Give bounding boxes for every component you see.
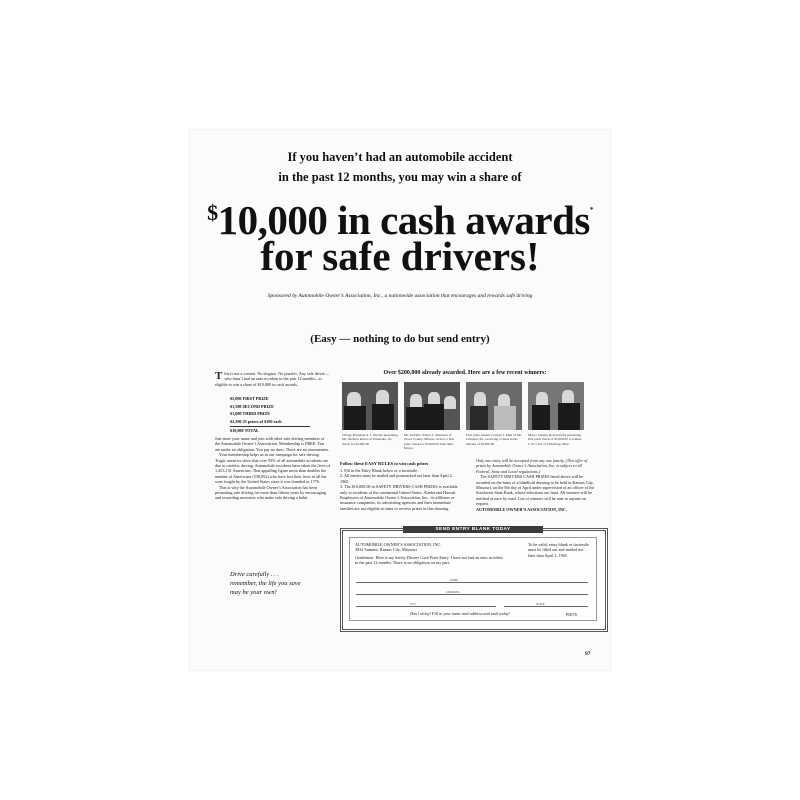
coupon-to1: AUTOMOBILE OWNER’S ASSOCIATION, INC. — [355, 542, 442, 547]
right-p2: The SAFETY DRIVERS CASH PRIZES listed above will be awarded on the basis of a blindfold drawing to be held in Kansas City, Missouri, on the 9th day of April under supervision of an officer of the Southwest State Bank, whose selections are final. All winners will be notified at once by mail. List of winners will be sent to anyone on request. — [476, 474, 595, 507]
intro-text: his is not a contest. No slogans. No puzzles. Any safe driver—who hasn’t had an auto accident in the past 12 months—is eligible to win a share of $10,000 in cash awards. — [215, 371, 330, 387]
winner-photo-3 — [466, 382, 522, 430]
drop-cap: T — [215, 370, 223, 382]
prize-total: $10,000 TOTAL — [230, 426, 310, 435]
coupon-to2: 3832 Summit, Kansas City, Missouri — [355, 547, 417, 553]
state-label: STATE — [536, 602, 545, 606]
coupon-form — [349, 537, 597, 621]
state-field[interactable] — [504, 606, 588, 607]
rule-2: 2. All entries must be mailed and postmarked not later than April 2, 1965. — [340, 473, 453, 484]
caption-3: First prize winner Carolyn J. Muir of Mt. Lebanon, Pa., receiving a check in the amount of $5,000.00 — [466, 433, 522, 446]
drive-line1: Drive carefully . . . — [230, 571, 280, 578]
coupon-footer: Don’t delay! Fill in your name and address and mail today! — [410, 611, 510, 616]
right-p1: Only one entry will be accepted from any one family. (This offer of prizes by Automobile Owner’s Association, Inc. is subject to all Federal, State and Local regulations.) — [476, 458, 588, 474]
body-p3: This is why the Automobile Owner’s Association has been promoting safe driving for more than fifteen years by encouraging and rewarding motorists who make safe driving a habit. — [215, 484, 327, 501]
coupon-address — [355, 542, 505, 566]
headline-line2: in the past 12 months, you may win a share of — [278, 170, 522, 184]
caption-4: Mayor Stanley Rowan (left) presenting first prize check of $5,000.00 to winner J. W. Card of Vicksburg, Miss. — [528, 433, 582, 446]
first-prize: $5,000 FIRST PRIZE — [230, 396, 269, 401]
headline-line1: If you haven’t had an automobile accident — [287, 150, 513, 164]
prize-list — [230, 395, 310, 435]
winner-photo-1 — [342, 382, 398, 430]
caption-2: Mr. and Mrs. Elbert L. Muldoon of Wood County, Illinois, receive a first prize check for $5,000.00 from their Mayor. — [404, 433, 455, 451]
winners-title: Over $200,000 already awarded. Here are a few recent winners: — [383, 370, 547, 376]
caption-1: Village President A. J. Devine presenting Mr. Sheldon Rivers of Winnetka, Ill., check for $5,000.00 — [342, 433, 398, 446]
name-label: NAME — [450, 578, 459, 582]
headline-mark: * — [589, 206, 593, 214]
address-label: ADDRESS — [446, 590, 460, 594]
second-prize: $1,500 SECOND PRIZE — [230, 403, 274, 409]
main-headline-line2: for safe drivers! — [260, 233, 540, 279]
dollar-sign: $ — [207, 200, 218, 225]
body-p1: Just enter your name and join with other safe driving members of the Automobile Owner’s Association. Membership is FREE. You are under no obligation. You pay no dues. There are no assessments. — [215, 436, 330, 452]
coupon-title: SEND ENTRY BLANK TODAY — [403, 526, 543, 533]
right-column — [476, 458, 596, 512]
drive-carefully — [230, 570, 320, 597]
rule-3: 3. The $10,000.00 in SAFETY DRIVERS CASH PRIZES is available only to residents of the continental United States, Alaska and Hawaii. Employees of Automobile Owner’s Association, Inc., its affiliates or insurance companies, its advertising agencies and their immediate families are not eligible to enter or receive prizes in this drawing. — [340, 484, 458, 511]
drive-line3: may be your own! — [230, 589, 277, 596]
body-col1 — [215, 436, 330, 501]
name-field[interactable] — [356, 582, 588, 583]
entry-coupon[interactable] — [340, 528, 608, 632]
rules-title: Follow these EASY RULES to win cash prizes — [340, 461, 429, 466]
city-field[interactable] — [356, 606, 496, 607]
association-signature: AUTOMOBILE OWNER’S ASSOCIATION, INC. — [476, 506, 567, 512]
intro-paragraph — [215, 371, 330, 387]
sponsor-line: Sponsored by Automobile Owner’s Association, Inc., a nationwide association that encourages and rewards safe driving — [267, 293, 533, 299]
winner-photo-2 — [404, 382, 460, 430]
rule-1: 1. Fill in the Entry Blank below or a facsimile. — [340, 468, 419, 473]
coupon-code: P6078 — [566, 612, 577, 617]
other-prizes: $2,500 25 prizes of $100 each — [230, 418, 282, 424]
address-field[interactable] — [356, 594, 588, 595]
rules-list — [340, 468, 460, 511]
page-number: 97 — [585, 651, 591, 657]
winner-photo-4 — [528, 382, 584, 430]
city-label: CITY — [410, 602, 417, 606]
drive-line2: remember, the life you save — [230, 580, 301, 587]
body-p2: Your membership helps us in our campaign for safe driving. Tragic statistics show that over 93% of all automobile accidents are due to careless driving. Automobile accidents have taken the lives of 1,453,131 Americans. That appalling figure more than doubles the number of Americans (538,052) who have lost their lives in all the wars fought by the United States since it was founded in 1776. — [215, 452, 331, 485]
coupon-gentlemen: Gentlemen: Here is my Safety Drivers Cash Prize Entry. I have not had an auto accident in the past 12 months. There is no obligation on my part. — [355, 554, 503, 566]
magazine-page — [190, 130, 610, 670]
subhead: (Easy — nothing to do but send entry) — [310, 333, 490, 345]
main-headline-text: 10,000 in cash awards — [217, 197, 590, 243]
coupon-deadline: To be valid, entry blank or facsimile must be filled out and mailed not later than April 2, 1965. — [528, 542, 589, 558]
third-prize: $1,000 THIRD PRIZE — [230, 411, 271, 416]
